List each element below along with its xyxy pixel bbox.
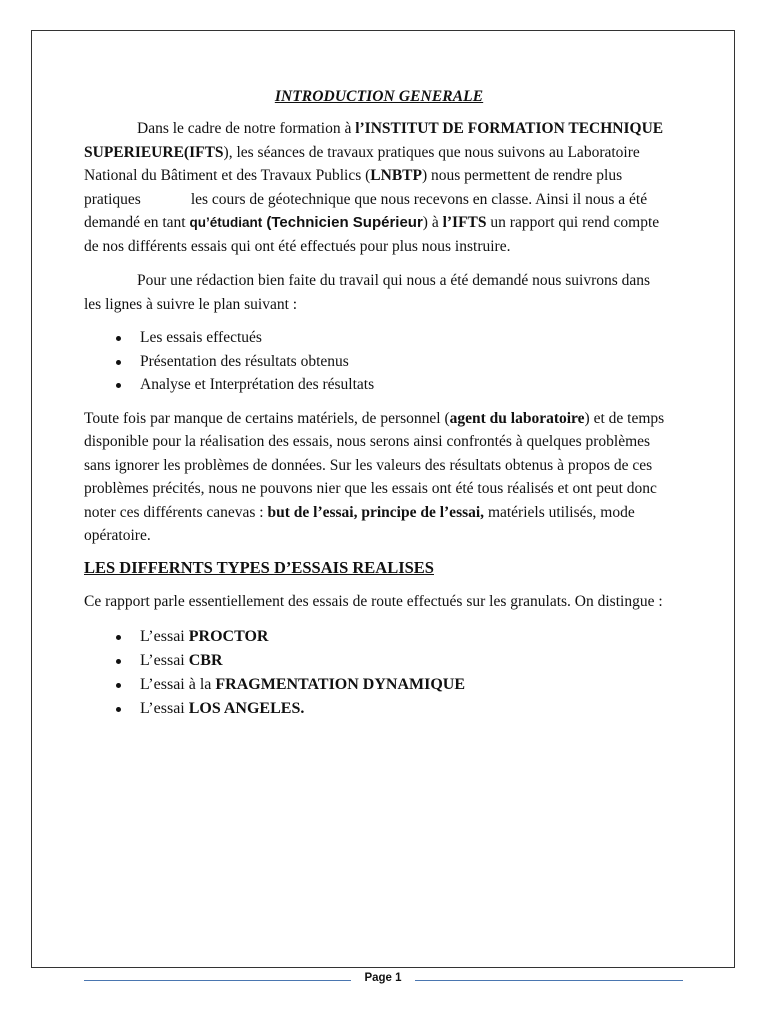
intro-paragraph (84, 117, 674, 258)
plan-text-1: Pour une rédaction bien faite du travail qui nous a été demandé nous suivrons dans (137, 272, 651, 289)
section-title: LES DIFFERNTS TYPES D’ESSAIS REALISES (84, 557, 434, 577)
list-item: Présentation des résultats obtenus (84, 350, 674, 374)
lab-acronym: LNBTP (370, 167, 422, 184)
intro-text-2: ), les séances de travaux pratiques que nous suivons au Laboratoire National du Bâtiment et des Travaux Publics ( (84, 143, 640, 184)
list-item: L’essai PROCTOR (84, 625, 674, 649)
limits-text-2: ) et de temps disponible pour la réalisation des essais, nous serons ainsi confrontés à quelques problèmes sans ignorer les problèmes de données. Sur les valeurs des résultats obtenus à propos de ces problèmes précités, nous ne pouvons nier que les essais ont été tous réalisés et ont peut donc noter ces différents canevas : (84, 409, 665, 521)
student-word: qu’étudiant (189, 215, 263, 230)
lab-agent: agent du laboratoire (449, 409, 585, 427)
list-item: Les essais effectués (84, 326, 674, 350)
limits-text-3: matériels utilisés, mode opératoire. (84, 503, 635, 544)
intro-text-6: un rapport qui rend compte de nos différents essais qui ont été effectués pour plus nous instruire. (84, 214, 660, 255)
student-title: (Technicien Supérieur (262, 214, 423, 231)
footer-rule-right (415, 980, 683, 981)
plan-text-2: les lignes à suivre le plan suivant : (84, 295, 298, 313)
list-item: Analyse et Interprétation des résultats (84, 373, 674, 397)
page-title: INTRODUCTION GENERALE (274, 88, 484, 105)
institute-acronym: (IFTS (183, 143, 224, 161)
ifts-name: l’IFTS (442, 214, 487, 231)
list-item: L’essai LOS ANGELES. (84, 697, 674, 721)
tests-list (84, 625, 674, 721)
canvas-items: but de l’essai, principe de l’essai, (267, 503, 485, 521)
list-item: L’essai à la FRAGMENTATION DYNAMIQUE (84, 673, 674, 697)
list-item: L’essai CBR (84, 649, 674, 673)
page-number: Page 1 (364, 972, 402, 984)
limits-paragraph (84, 407, 674, 548)
limits-text-1: Toute fois par manque de certains matériels, de personnel ( (84, 409, 450, 427)
plan-paragraph (84, 269, 674, 316)
section-paragraph: Ce rapport parle essentiellement des essais de route effectués sur les granulats. On distingue : (84, 592, 663, 610)
intro-text-3: ) nous permettent de rendre plus pratiques (84, 167, 623, 208)
plan-list (84, 326, 674, 397)
document-body (84, 88, 674, 721)
intro-text-4: les cours de géotechnique que nous recevons en classe. Ainsi il nous a été demandé en tant (84, 190, 648, 231)
intro-text-5: ) à (422, 214, 443, 231)
intro-text-1: Dans le cadre de notre formation à (137, 120, 356, 137)
institute-name: l’INSTITUT DE FORMATION TECHNIQUE SUPERIEURE (84, 120, 664, 161)
footer-rule-left (84, 980, 351, 981)
